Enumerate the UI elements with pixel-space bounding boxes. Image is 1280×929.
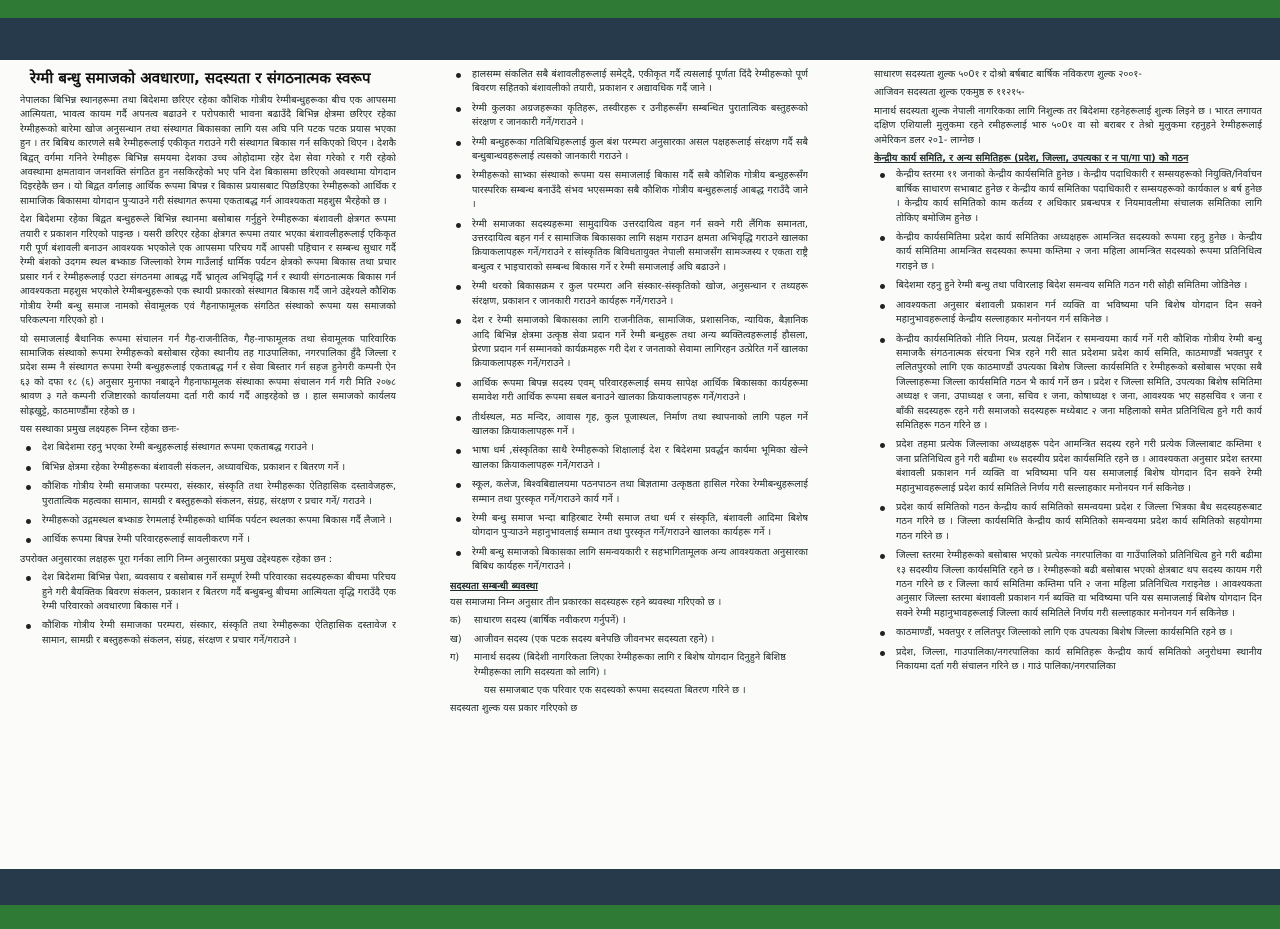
- list-item: स्कूल, कलेज, बिश्वबिद्यालयमा पठनपाठन तथा बिज्ञतामा उत्कृष्ठता हासिल गरेका रेग्मीबन्धुहरूलाई सम्मान तथा पुरस्कृत गर्ने/गराउने कार्य गर्ने ।: [450, 478, 808, 507]
- list-item: आर्थिक रूपमा बिपन्न रेग्मी परिवारहरूलाई सावलीकरण गर्ने ।: [20, 533, 396, 547]
- list-item: कौशिक गोत्रीय रेग्मी समाजका परम्परा, संस्कार, संस्कृति तथा रेग्मीहरूका ऐतिहासिक दस्तावेज र सामान, सामग्री र बस्तुहरूको संकलन, संग्रह, संरक्षण र प्रचार गर्ने/गराउने ।: [20, 619, 396, 648]
- list-item: रेग्मी बन्धु समाज भन्दा बाहिरबाट रेग्मी समाज तथा धर्म र संस्कृति, बंशावली आदिमा बिशेष योगदान पुऱ्याउने महानुभावलाई सम्मान तथा पुरस्कृत गर्ने/गराउने खालका कार्यहरू गर्ने ।: [450, 512, 808, 541]
- membership-type-row: [450, 633, 808, 647]
- list-item: काठमाण्डौं, भक्तपुर र ललितपुर जिल्लाको लागि एक उपत्यका बिशेष जिल्ला कार्यसमिति रहने छ ।: [874, 626, 1262, 640]
- column-concept: [20, 68, 396, 866]
- list-item: भाषा धर्म ,संस्कृतिका साथै रेग्मीहरूको शिक्षालाई देश र बिदेशमा प्रवर्द्धन कार्यमा भूमिका खेल्ने खालका क्रियाकलापहरू गर्ने/गराउने ।: [450, 444, 808, 473]
- membership-fee-intro: सदस्यता शुल्क यस प्रकार गरिएको छ: [450, 703, 578, 715]
- list-item: रेग्मीहरूको साभ्का संस्थाको रूपमा यस समाजलाई बिकास गर्दै सबै कौशिक गोत्रीय बन्धुहरूसँग पारस्परिक सम्बन्ध बनाउँदै संभव भएसम्मका सबै कौशिक गोत्रीय बन्धुहरूलाई आबद्ध गराउँदै जाने ।: [450, 169, 808, 212]
- item-text: साधारण सदस्य (बार्षिक नवीकरण गर्नुपर्ने) ।: [474, 615, 626, 627]
- item-label: ख): [450, 633, 462, 645]
- list-item: रेग्मी समाजका सदस्यहरूमा सामुदायिक उत्तरदायित्व वहन गर्न सक्ने गरी लैंगिक समानता, उत्तरदायित्व बहन गर्न र सामाजिक बिकासका लागि सक्षम गराउन क्षमता अभिवृद्धि गराउने खालका क्रियाकलापहरू गर्ने/गराउने र सांस्कृतिक बिविधतायुक्त नेपाली समाजसँग सामञ्जस्य र एकता राष्ट्रै बन्धुत्व र भाइचाराको सम्बन्ध बिकास गर्ने र रेग्मी समाजलाई अघि बढाउने ।: [450, 218, 808, 276]
- fee-lifetime: आजिवन सदस्यता शुल्क एकमुष्ठ रु ११२१५-: [874, 87, 1025, 99]
- intro-paragraph-1: नेपालका बिभिन्न स्थानहरूमा तथा बिदेशमा छरिएर रहेका कौशिक गोत्रीय रेग्मीबन्धुहरूका बीच एक आपसमा आत्मियता, भावत्व कायम गर्दै अपनत्व बढाउने र परोपकारी भावना बढाउँदै बिभिन्न क्षेत्रमा छरिएर रहेका रेग्मीहरूको बारेमा खोज अनुसन्धान तथा संस्थागत बिकासका लागि यस अघि पनि पटक पटक प्रयास भएका हुन । तर बिबिध कारणले सबै रेग्मीहरूलाई एकीकृत गराउने गरी संस्थागत बिकास गर्न सकिएको थिएन । देशकै बिद्वत् वर्गमा गनिने रेग्मीहरू बिभिन्न समयमा देशका उच्च ओहोदामा रहेर देश सेवा गरेको र गरी रहेको अवस्थामा क्षमतावान जनशक्ति संगठित हुन नसकिरहेको भए पनि देश बिकासमा छरिएको अवस्थामा योगदान दिइरहेकै छन । यो बिद्वत वर्गलाइ आर्थिक रूपमा बिपन्न र बिकास प्रयासबाट पिछडिएका रेग्मीहरूको आर्थिक र सामाजिक बिकासमा योगदान पुऱ्याउने गरी संस्थागत रूपमा एकताबद्ध गर्न आवश्यकता महशुस भैरहेको छ ।: [20, 95, 396, 207]
- committee-heading: केन्द्रीय कार्य समिति, र अन्य समितिहरू (प्रदेश, जिल्ला, उपत्यका र न पा/गा पा) को गठन: [874, 153, 1189, 165]
- membership-types: [450, 614, 808, 680]
- membership-distribution-note: यस समाजबाट एक परिवार एक सदस्यको रूपमा सदस्यता बितरण गरिने छ ।: [484, 685, 746, 697]
- membership-heading: सदस्यता सम्बन्धी ब्यवस्था: [450, 580, 538, 592]
- top-green-band: [0, 0, 1280, 18]
- fee-honorary: मानार्थ सदस्यता शुल्क नेपाली नागरिकका लागि निशुल्क तर बिदेशमा रहनेहरूलाई शुल्क लिइने छ । भारत लगायत दक्षिण एशियाली मुलुकमा रहने रमीहरूलाई भारु ५०0१ वा सो बराबर र तेश्रो मुलुकमा रहनुहने रेग्मीहरूलाई अमेरिकन डलर २०1- लाग्नेछ ।: [874, 105, 1262, 146]
- page-title: रेग्मी बन्धु समाजको अवधारणा, सदस्यता र संगठनात्मक स्वरूप: [30, 69, 371, 87]
- committee-list: [874, 168, 1262, 674]
- list-item: देश र रेग्मी समाजको बिकासका लागि राजनीतिक, सामाजिक, प्रशासनिक, न्यायिक, बैज्ञानिक आदि बिभिन्न क्षेत्रमा उत्कृष्ठ सेवा प्रदान गर्ने रेग्मी बन्धुहरू तथा अन्य ब्यक्तित्वहरूलाई हौसला, प्रेरणा प्रदान गर्न सम्मानको कार्यक्रमहरू गरी देश र जनताको सेवामा लागिरहन उत्प्रेरित गर्ने खालका क्रियाकलापहरू गर्ने/गराउने ।: [450, 314, 808, 372]
- list-item: देश बिदेशमा बिभिन्न पेशा, ब्यवसाय र बसोबास गर्ने सम्पूर्ण रेग्मी परिवारका सदस्यहरूका बीचमा परिचय हुने गरी बैयक्तिक बिवरण संकलन, प्रकाशन र बितरण गर्दै बन्धुबन्धु बीचमा आत्मियता वृद्धि गराउँदै एक रेग्मी परिवारको अवधारणा बिकास गर्ने ।: [20, 571, 396, 614]
- list-item: कौशिक गोत्रीय रेग्मी समाजका परम्परा, संस्कार, संस्कृति तथा रेग्मीहरूका ऐतिहासिक दस्तावेजहरू, पुरातात्विक महत्वका सामान, सामग्री र बस्तुहरूको संकलन, संग्रह, संरक्षण र प्रचार गर्ने/ गराउने ।: [20, 480, 396, 509]
- objectives-list: [20, 441, 396, 547]
- list-item: केन्द्रीय स्तरमा ११ जनाको केन्द्रीय कार्यसमिति हुनेछ । केन्द्रीय पदाधिकारी र सम्सयहरूको नियुक्ति/निर्वाचन बार्षिक साधारण सभाबाट हुनेछ र केन्द्रीय कार्य समितिका पदाधिकारी र सम्सयहरूको कार्यकाल ४ बर्ष हुनेछ । केन्द्रीय कार्य समितिको काम कर्तव्य र अधिकार प्रबन्धपत्र र नियमावलीमा संचालक समितिका लागि तोकिए बमोजिम हुनेछ ।: [874, 168, 1262, 226]
- membership-type-row: [450, 614, 808, 628]
- list-item: देश बिदेशमा रहनु भएका रेग्मी बन्धुहरूलाई संस्थागत रूपमा एकताबद्ध गराउने ।: [20, 441, 396, 455]
- list-item: रेग्मी बन्धुहरूका गतिबिधिहरूलाई कुल बंश परम्परा अनुसारका असल पक्षहरूलाई संरक्षण गर्दै सबै बन्धुबान्धवहरूलाई त्यसको जानकारी गराउने ।: [450, 136, 808, 165]
- list-item: जिल्ला स्तरमा रेग्मीहरूको बसोबास भएको प्रत्येक नगरपालिका वा गाउँपालिको प्रतिनिधित्व हुने गरी बढीमा १३ सदस्यीय जिल्ला कार्यसमिति रहने छ । रेग्मीहरूको बढी बसोबास भएको क्षेत्रबाट थप सदस्य कायम गरी गठन गरिने छ र जिल्ला कार्य समितिमा कम्तिमा पनि २ जना महिला प्रतिनिधित्व गराइनेछ । आवश्यकता अनुसार जिल्ला स्तरमा बंशावली प्रकाशन गर्न ब्यक्ति वा भविष्यमा पनि यस समाजलाई बिशेष योगदान दिन सक्ने रेग्मी महानुभावहरूलाई जिल्ला कार्य समितिले निर्णय गरी सल्लाहकार मनोनयन गर्न सकिनेछ ।: [874, 549, 1262, 621]
- item-label: ग): [450, 652, 460, 664]
- strategies-list: [20, 571, 396, 648]
- list-item: रेग्मी थरको बिकासक्रम र कुल परम्परा अनि संस्कार-संस्कृतिको खोज, अनुसन्धान र तथ्यहरू संरक्षण, प्रकाशन र जानकारी गराउने कार्यहरू गर्ने/गराउने ।: [450, 280, 808, 309]
- list-item: प्रदेश कार्य समितिको गठन केन्द्रीय कार्य समितिको समन्वयमा प्रदेश र जिल्ला भित्रका बैध सदस्यहरूबाट गठन गरिने छ । जिल्ला कार्यसमिति केन्द्रीय कार्य समितिको समन्वयमा प्रदेश कार्य समितिको सहयोगमा गठन गरिने छ ।: [874, 501, 1262, 544]
- bottom-navy-band: [0, 869, 1280, 905]
- membership-type-row: [450, 651, 808, 680]
- objectives-intro: यस सस्थाका प्रमुख लक्ष्यहरू निम्न रहेका छनः-: [20, 423, 180, 435]
- intro-paragraph-2: देश बिदेशमा रहेका बिद्वत बन्धुहरूले बिभिन्न स्थानमा बसोबास गर्नुहुने रेग्मीहरूका बंशावली क्षेत्रगत रूपमा तयारी र प्रकाशन गरिएको पाइन्छ । यसरी छरिएर रहेका क्षेत्रगत रूपमा तयार भएका बंशावलीहरूलाई एकिकृत गरी पूर्ण बंशावली बनाउन आवश्यक भएकोले एक आपसमा परिचय गर्दै आपसी पहिचान र सम्बन्ध सुधार गर्दै रेग्मी बंशको उदगम स्थल बभ्काङ जिल्लाको रेगम गाउँलाई धार्मिक पर्यटन क्षेत्रको रूपमा बिकास तथा प्रचार प्रसार गर्न र रेग्मीहरूलाई एउटा संगठनमा आबद्ध गर्दै भ्रातृत्व अभिवृद्धि गर्न र स्थायी संगठनात्मक बिकास गर्न आवश्यकता महशुस भएकोले रेग्मीबन्धुहरूको एक स्थायी प्रकारको संस्थागत बिकास गर्दै जाने उद्देश्यले कौशिक गोत्रीय रेग्मी बन्धु समाज नामको सेवामूलक एवं गैहनाफामूलक संगठित संस्थाको रूपमा यस समाजको परिकल्पना गरिएको हो ।: [20, 214, 396, 327]
- list-item: आर्थिक रूपमा बिपन्न सदस्य एवम् परिवारहरूलाई समय सापेक्ष आर्थिक बिकासका कार्यहरूमा समावेश गरी आर्थिक रूपमा सबल बनाउने खालका क्रियाकलापहरू गर्ने/गराउने ।: [450, 377, 808, 406]
- list-item: तीर्थस्थल, मठ मन्दिर, आवास गृह, कुल पूजास्थल, निर्माण तथा स्थापनाको लागि पहल गर्ने खालका क्रियाकलापहरू गर्ने ।: [450, 411, 808, 440]
- item-text: आजीवन सदस्य (एक पटक सदस्य बनेपछि जीवनभर सदस्यता रहने) ।: [474, 633, 715, 645]
- list-item: बिभिन्न क्षेत्रमा रहेका रेग्मीहरूका बंशावली संकलन, अध्यावधिक, प्रकाशन र बितरण गर्ने ।: [20, 461, 396, 475]
- item-text: मानार्थ सदस्य (बिदेशी नागरिकता लिएका रेग्मीहरूका लागि र बिशेष योगदान दिनुहुने बिशिष्ठ रेग्मीहरूका लागि सदस्यता को लागि) ।: [474, 652, 786, 678]
- fee-general: साधारण सदस्यता शुल्क ५०0१ र दोश्रो बर्षबाट बार्षिक नविकरण शुल्क २००१-: [874, 69, 1142, 80]
- objectives-continued-list: [450, 68, 808, 575]
- list-item: रेग्मी बन्धु समाजको बिकासका लागि समन्वयकारी र सहभागितामूलक अन्य आवश्यकता अनुसारका बिबिध कार्यहरू गर्ने/गराउने ।: [450, 546, 808, 575]
- list-item: रेग्मीहरूको उद्गमस्थल बभ्काङ रेगमलाई रेग्मीहरूको धार्मिक पर्यटन स्थलका रूपमा बिकास गर्दै लैजाने ।: [20, 514, 396, 528]
- list-item: आवश्यकता अनुसार बंशावली प्रकाशन गर्न व्यक्ति वा भविष्यमा पनि बिशेष योगदान दिन सक्ने महानुभावहरूलाई केन्द्रीय सल्लाहकार मनोनयन गर्न सकिनेछ ।: [874, 299, 1262, 328]
- item-label: क): [450, 615, 462, 627]
- list-item: प्रदेश तहमा प्रत्येक जिल्लाका अध्यक्षहरू पदेन आमन्त्रित सदस्य रहने गरी प्रत्येक जिल्लाबाट कम्तिमा १ जना प्रतिनिधित्व हुने गरी बढीमा १७ सदस्यीय प्रदेश कार्यसमिति रहने छ । आवश्यकता अनुसार प्रदेश स्तरमा बंशावली प्रकाशन गर्न व्यक्ति वा भविष्यमा पनि यस समाजलाई बिशेष योगदान दिन सक्ने रेग्मी महानुभावहरूलाई प्रदेश कार्य समितिले निर्णय गरी सल्लाहकार मनोनयन गर्न सकिनेछ ।: [874, 438, 1262, 496]
- column-objectives-membership: [450, 68, 808, 866]
- list-item: प्रदेश, जिल्ला, गाउपालिका/नगरपालिका कार्य समितिहरू केन्द्रीय कार्य समितिको अनुरोधमा स्थानीय निकायमा दर्ता गरी संचालन गरिने छ । गाउं पालिका/नगरपालिका: [874, 646, 1262, 675]
- list-item: केन्द्रीय कार्यसमितिको नीति नियम, प्रत्यक्ष निर्देशन र समन्वयमा कार्य गर्ने गरी कौशिक गोत्रीय रेग्मी बन्धु समाजकै संगठनात्मक संरचना भित्र रहने गरी सात प्रदेशमा प्रदेश कार्य समिति, काठमाण्डौं भक्तपुर र ललितपुरको लागि एक काठमाण्डौं उपत्यका बिशेष जिल्ला कार्यसमिति र रेग्मीहरूको बसोबास भएका सबै जिल्लाहरूमा जिल्ला कार्यसमिति गठन भै कार्य गर्ने छन । प्रदेश र जिल्ला समिति, उपत्यका बिशेष समितिमा अध्यक्ष १ जना, उपाध्यक्ष १ जना, सचिव १ जना, कोषाध्यक्ष १ जना, आवश्यक भए सहसचिव १ जना र बाँकी सदस्यहरू रहने गरी समाजको सदस्यहरू मध्येबाट २ जना महिलाको समेत प्रतिनिधित्व हुने गरी कार्य समितिहरू गठन गरिने छ ।: [874, 333, 1262, 434]
- list-item: रेग्मी कुलका अग्रजहरूका कृतिहरू, तस्वीरहरू र उनीहरूसँग सम्बन्धित पुरातात्विक बस्तुहरूको संरक्षण र जानकारी गर्ने/गराउने ।: [450, 102, 808, 131]
- list-item: हालसम्म संकलित सबै बंशावलीहरूलाई समेट्दै, एकीकृत गर्दै त्यसलाई पूर्णता दिंदै रेग्मीहरूको पूर्ण बिवरण सहितको बंशावलीको तयारी, प्रकाशन र अद्यावधिक गर्दै जाने ।: [450, 68, 808, 97]
- intro-paragraph-3: यो समाजलाई बैधानिक रूपमा संचालन गर्न गैह-राजनीतिक, गैह-नाफामूलक तथा सेवामूलक पारिवारिक सामाजिक संस्थाको रूपमा रेग्मीहरूको बसोबास रहेका स्थानीय तह गाउपालिका, नगरपालिका हुँदै जिल्ला र प्रदेश सम्म नै संस्थागत रूपमा रेग्मी बन्धुहरूलाई एकताबद्ध गर्न र सेवा बिस्तार गर्न सहज हुनेगरी कम्पनी ऐन ६३ को दफा १८ (६) अनुसार मुनाफा नबाढ्ने गैहनाफामूलक संस्थाका रूपमा संचालन गर्न गरी मिति २०७८ श्रावण ३ गते कम्पनी रजिष्टारको कार्यालयमा दर्ता गरी कार्य गर्दै आइरहेको छ । हाल समाजको कार्यलय सोह्रखुट्टे, काठमाण्डौंमा रहेको छ ।: [20, 333, 396, 417]
- strategies-intro: उपरोक्त अनुसारका लक्षहरू पूरा गर्नका लागि निम्न अनुसारका प्रमुख उद्देश्यहरू रहेका छन :: [20, 553, 333, 565]
- top-navy-band: [0, 18, 1280, 60]
- bottom-green-band: [0, 905, 1280, 929]
- membership-intro: यस समाजमा निम्न अनुसार तीन प्रकारका सदस्यहरू रहने ब्यवस्था गरिएको छ ।: [450, 597, 722, 608]
- list-item: बिदेशमा रहनु हुने रेग्मी बन्धु तथा पविारलाइ बिदेश समन्वय समिति गठन गरी सोही समितिमा जोडिनेछ ।: [874, 279, 1262, 293]
- column-fees-committees: [874, 68, 1262, 866]
- list-item: केन्द्रीय कार्यसमितिमा प्रदेश कार्य समितिका अध्यक्षहरू आमन्त्रित सदस्यको रूपमा रहनु हुनेछ । केन्द्रीय कार्य समितिमा आमन्त्रित सदस्यका रूपमा कम्तिमा २ जना महिला आमन्त्रित सदस्यको रूपमा प्रतिनिधित्व गराइने छ ।: [874, 231, 1262, 274]
